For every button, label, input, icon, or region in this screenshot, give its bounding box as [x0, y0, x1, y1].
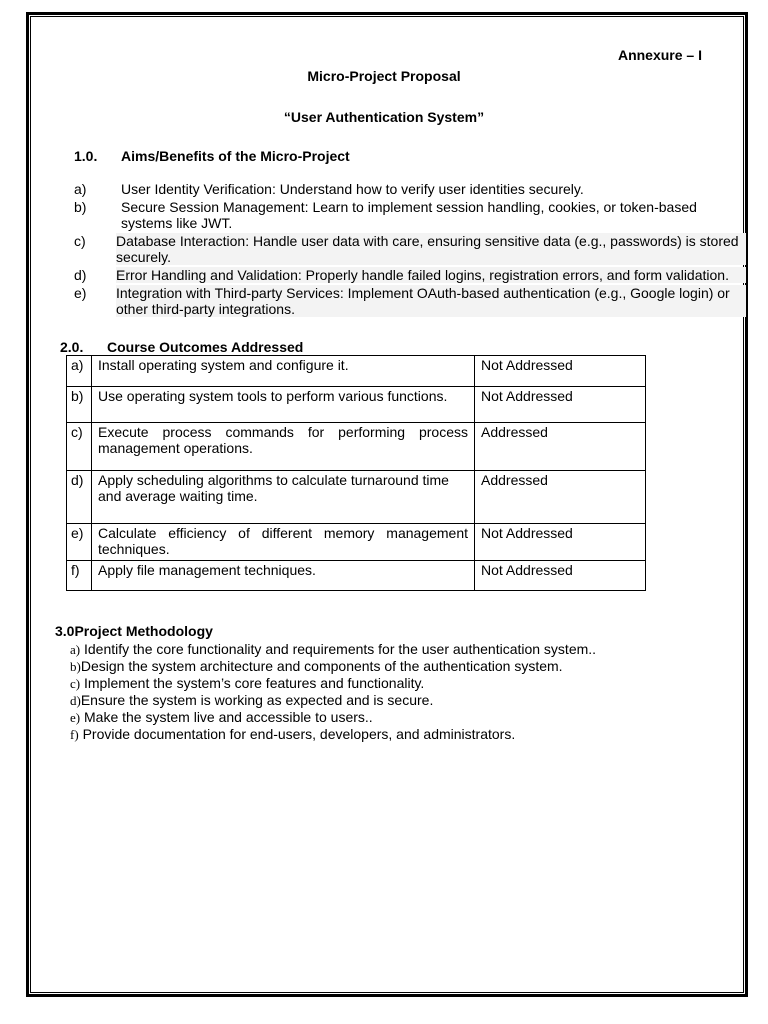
outcome-cell: Install operating system and configure it.	[92, 356, 475, 387]
aims-list	[74, 181, 746, 319]
outcome-cell: Use operating system tools to perform various functions.	[92, 387, 475, 423]
row-letter: b)	[67, 387, 92, 423]
aim-item	[74, 233, 746, 265]
document-title: Micro-Project Proposal	[307, 68, 461, 84]
method-letter: e)	[70, 710, 81, 725]
course-outcomes-table	[66, 355, 646, 591]
table-row	[67, 561, 646, 591]
method-letter: d)	[70, 693, 81, 708]
aim-letter: e)	[74, 285, 87, 301]
method-text: Implement the system’s core features and functionality.	[84, 675, 425, 691]
table-row	[67, 423, 646, 471]
method-item	[70, 709, 596, 726]
method-letter: a)	[70, 642, 81, 657]
method-item	[70, 641, 596, 658]
method-text: Design the system architecture and components of the authentication system.	[80, 658, 563, 674]
status-cell: Not Addressed	[475, 524, 646, 561]
section-1-number: 1.0.	[74, 148, 98, 164]
outcome-line: Apply scheduling algorithms to calculate turnaround time	[98, 472, 449, 488]
aim-text: Secure Session Management: Learn to implement session handling, cookies, or token-based systems like JWT.	[121, 199, 697, 231]
method-letter: f)	[70, 727, 79, 742]
project-title: “User Authentication System”	[283, 109, 485, 125]
aim-text: Database Interaction: Handle user data with care, ensuring sensitive data (e.g., passwords) is stored securely.	[116, 233, 746, 265]
method-item	[70, 675, 596, 692]
method-letter: b)	[70, 659, 81, 674]
methodology-list	[70, 641, 596, 743]
aim-text: User Identity Verification: Understand how to verify user identities securely.	[121, 181, 584, 197]
status-cell: Not Addressed	[475, 561, 646, 591]
row-letter: e)	[67, 524, 92, 561]
method-text: Make the system live and accessible to users..	[84, 709, 373, 725]
aim-letter: a)	[74, 181, 87, 197]
section-3-heading: 3.0Project Methodology	[55, 623, 213, 639]
outcome-cell: Execute process commands for performing process management operations.	[92, 423, 475, 471]
aim-letter: c)	[74, 233, 86, 249]
aim-letter: d)	[74, 267, 87, 283]
section-1-title: Aims/Benefits of the Micro-Project	[121, 148, 350, 164]
aim-text: Error Handling and Validation: Properly handle failed logins, registration errors, and form validation.	[116, 267, 746, 283]
aim-item	[74, 181, 746, 197]
row-letter: c)	[67, 423, 92, 471]
row-letter: f)	[67, 561, 92, 591]
aim-letter: b)	[74, 199, 87, 215]
status-cell: Not Addressed	[475, 356, 646, 387]
aim-item	[74, 199, 746, 231]
status-cell: Addressed	[475, 471, 646, 524]
status-cell: Not Addressed	[475, 387, 646, 423]
section-2-number: 2.0.	[60, 339, 84, 355]
method-text: Provide documentation for end-users, developers, and administrators.	[82, 726, 516, 742]
table-row	[67, 356, 646, 387]
method-letter: c)	[70, 676, 81, 691]
section-1-heading	[74, 148, 350, 164]
status-cell: Addressed	[475, 423, 646, 471]
row-letter: d)	[67, 471, 92, 524]
aim-text: Integration with Third-party Services: Implement OAuth-based authentication (e.g., Google login) or other third-party integrations.	[116, 285, 746, 317]
aim-item	[74, 267, 746, 283]
outcome-cell	[92, 471, 475, 524]
annexure-label: Annexure – I	[617, 47, 702, 63]
method-text: Identify the core functionality and requirements for the user authentication system..	[84, 641, 597, 657]
method-text: Ensure the system is working as expected and is secure.	[80, 692, 434, 708]
method-item	[70, 658, 596, 675]
table-row	[67, 387, 646, 423]
table-row	[67, 471, 646, 524]
method-item	[70, 692, 596, 709]
outcome-cell: Apply file management techniques.	[92, 561, 475, 591]
outcome-line: and average waiting time.	[98, 488, 258, 504]
table-row	[67, 524, 646, 561]
aim-item	[74, 285, 746, 317]
method-item	[70, 726, 596, 743]
section-2-title: Course Outcomes Addressed	[107, 339, 304, 355]
outcome-cell: Calculate efficiency of different memory management techniques.	[92, 524, 475, 561]
section-2-heading	[60, 339, 303, 355]
row-letter: a)	[67, 356, 92, 387]
